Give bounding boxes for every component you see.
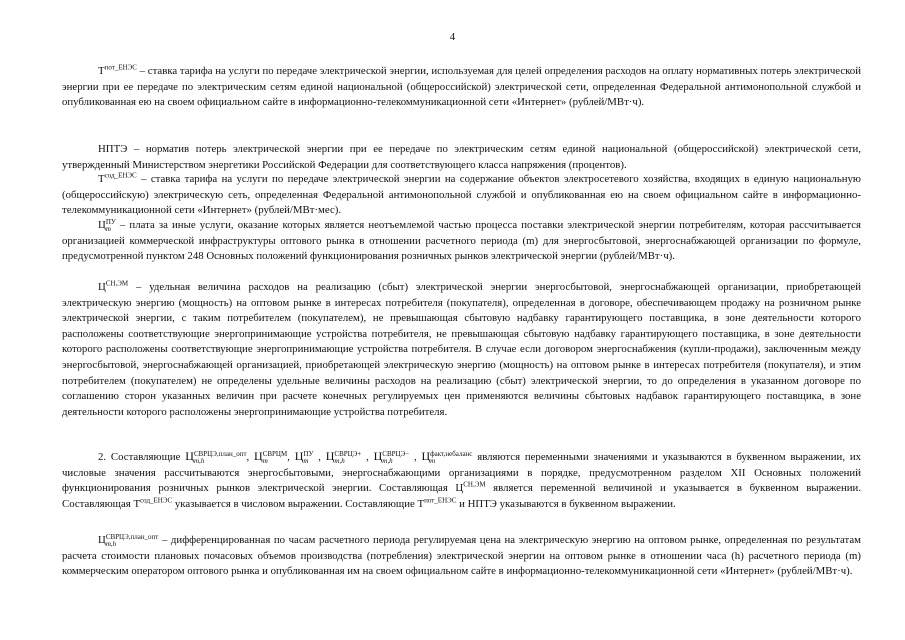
paragraph-components	[62, 449, 861, 512]
symbol-t: T	[98, 65, 105, 77]
separator: ,	[313, 451, 326, 463]
subscript: m,h	[193, 457, 205, 465]
index-stack	[106, 219, 116, 233]
symbol-c: Ц	[421, 449, 431, 463]
symbol-c: Ц	[455, 482, 464, 495]
subscript: m,h	[334, 457, 345, 465]
paragraph-text: – плата за иные услуги, оказание которых является неотъемлемой частью процесса поставки электрической энергии потребителям, которая рассчитывается организацией коммерческой инфраструктуры оптового рынка в отношении расчетного периода (m) для энергосбытовой, энергоснабжающей организации по формуле, предусмотренной пунктом 248 Основных положений функционирования розничных рынков электрической энергии (рублей/МВт·ч).	[62, 219, 861, 263]
index-stack	[430, 451, 472, 465]
subscript: m,h	[382, 457, 393, 465]
paragraph-text: – удельная величина расходов на реализацию (сбыт) электрической энергии энергосбытовой, энергоснабжающей организации, приобретающей электрическую энергию (мощность) на оптовом рынке в интересах потребителя (покупателя), определенная в договоре, обеспечивающем продажу на розничном рынке электрической энергии, с таким потребителем (покупателем), не превышающая сбытовую надбавку гарантирующего поставщика, в зоне деятельности которого расположены соответствующие энергопринимающие устройства потребителя, не превышающая сбытовую надбавку гарантирующего поставщика, в зоне деятельности которого расположены соответствующие энергопринимающие устройства потребителя. В случае если договором энергоснабжения (купли-продажи), заключенным между энергосбытовой, энергоснабжающей организацией, приобретающей электрическую энергию (мощность) на оптовом рынке в интересах потребителя (покупателя), и этим потребителем (покупателем) не определены удельные величины расходов на реализацию (сбыт) электрической энергии, то до определения в указанном договоре по соглашению сторон указанных величин при расчете конечных регулируемых цен применяются величины сбытовых надбавок гарантирующего поставщика, в зоне деятельности которого расположены энергопринимающие устройства потребителя.	[62, 281, 861, 418]
symbol-t: T	[417, 497, 425, 510]
superscript: факт,небаланс	[430, 450, 473, 458]
subscript: m	[262, 457, 268, 465]
symbol-c: Ц	[185, 449, 194, 463]
subscript: m	[430, 457, 436, 465]
separator: ,	[361, 451, 374, 463]
symbol-c: Ц	[98, 219, 106, 231]
subscript: m	[303, 457, 309, 465]
superscript: СВРЦЭ,план_опт	[105, 533, 159, 541]
paragraph-text: указывается в числовом выражении. Составляющие	[172, 497, 418, 510]
paragraph-text: и НПТЭ указываются в буквенном выражении.	[456, 497, 676, 510]
superscript: СВРЦЭ,план_опт	[193, 450, 247, 458]
index-stack	[194, 451, 247, 465]
separator: ,	[409, 451, 422, 463]
component-list	[185, 451, 472, 463]
paragraph-npte	[62, 142, 861, 173]
index-stack	[382, 451, 409, 465]
index-stack	[334, 451, 361, 465]
paragraph-text: – ставка тарифа на услуги по передаче электрической энергии, используемая для целей определения расходов на оплату нормативных потерь электрической энергии при ее передаче по электрическим сетям единой национальной (общероссийской) электрической сети, определенная Федеральной антимонопольной службой и опубликованная ею на своем официальном сайте в информационно-телекоммуникационной сети «Интернет» (рублей/МВт·ч).	[62, 65, 861, 109]
subscript: m	[105, 225, 111, 233]
paragraph-t-sod-enes	[62, 172, 861, 219]
superscript: СВРЦЭ+	[334, 450, 362, 458]
superscript: пот_ЕНЭС	[104, 63, 137, 72]
symbol-t: T	[98, 173, 105, 185]
paragraph-text: – дифференцированная по часам расчетного периода регулируемая цена на электрическую энергию на оптовом рынке, определенная по результатам расчета стоимости плановых почасовых объемов производства (потребления) электрической энергии на оптовом рынке в отношении часа (h) расчетного периода (m) коммерческим оператором оптового рынка и опубликованная им на своем официальном сайте в информационно-телекоммуникационной сети «Интернет» (рублей/МВт·ч).	[62, 534, 861, 578]
paragraph-t-pot-enes	[62, 64, 861, 111]
paragraph-c-svrce-plan	[62, 533, 861, 580]
superscript: ПУ	[105, 218, 116, 226]
symbol-c: Ц	[373, 449, 383, 463]
superscript: СВРЦЭ−	[382, 450, 410, 458]
symbol-c: Ц	[98, 281, 106, 293]
paragraph-text: – ставка тарифа на услуги по передаче электрической энергии на содержание объектов электросетевого хозяйства, входящих в единую национальную (общероссийскую) электрическую сеть, определенная Федеральной антимонопольной службой и опубликованная ею на своем официальном сайте в информационно-телекоммуникационной сети «Интернет» (рублей/МВт·мес).	[62, 173, 861, 217]
superscript: сод_ЕНЭС	[104, 171, 137, 180]
superscript: СН,ЭМ	[463, 480, 486, 489]
paragraph-text: является переменной величиной и указывается в буквенном выражении. Составляющая	[62, 482, 862, 510]
symbol-c: Ц	[254, 449, 263, 463]
paragraph-c-sn-em	[62, 280, 861, 420]
superscript: СВРЦМ	[262, 450, 288, 458]
superscript: ПУ	[303, 450, 314, 458]
superscript: СН,ЭМ	[105, 279, 129, 288]
item-lead: 2. Составляющие	[98, 451, 186, 463]
separator: ,	[246, 451, 255, 463]
index-stack	[303, 451, 313, 465]
index-stack	[106, 534, 159, 548]
page-number: 4	[449, 32, 456, 43]
symbol-t: T	[133, 497, 141, 510]
paragraph-text: НПТЭ – норматив потерь электрической энергии при ее передаче по электрическим сетям единой национальной (общероссийской) электрической сети, утвержденный Министерством энергетики Российской Федерации для соответствующего класса напряжения (процентов).	[62, 143, 861, 171]
subscript: m,h	[105, 540, 117, 548]
paragraph-c-pu	[62, 218, 861, 265]
symbol-c: Ц	[325, 449, 335, 463]
paragraph-text: являются переменными значениями и указываются в буквенном выражении, их числовые значения рассчитываются энергосбытовыми, энергоснабжающими организациями в порядке, предусмотренном разделом XII Основных положений функционирования розничных рынков электрической энергии. Составляющая	[62, 451, 862, 495]
index-stack	[263, 451, 288, 465]
symbol-c: Ц	[98, 534, 106, 546]
separator: ,	[287, 451, 295, 463]
superscript: сод_ЕНЭС	[140, 496, 173, 505]
symbol-c: Ц	[294, 449, 304, 463]
superscript: пот_ЕНЭС	[424, 496, 457, 505]
